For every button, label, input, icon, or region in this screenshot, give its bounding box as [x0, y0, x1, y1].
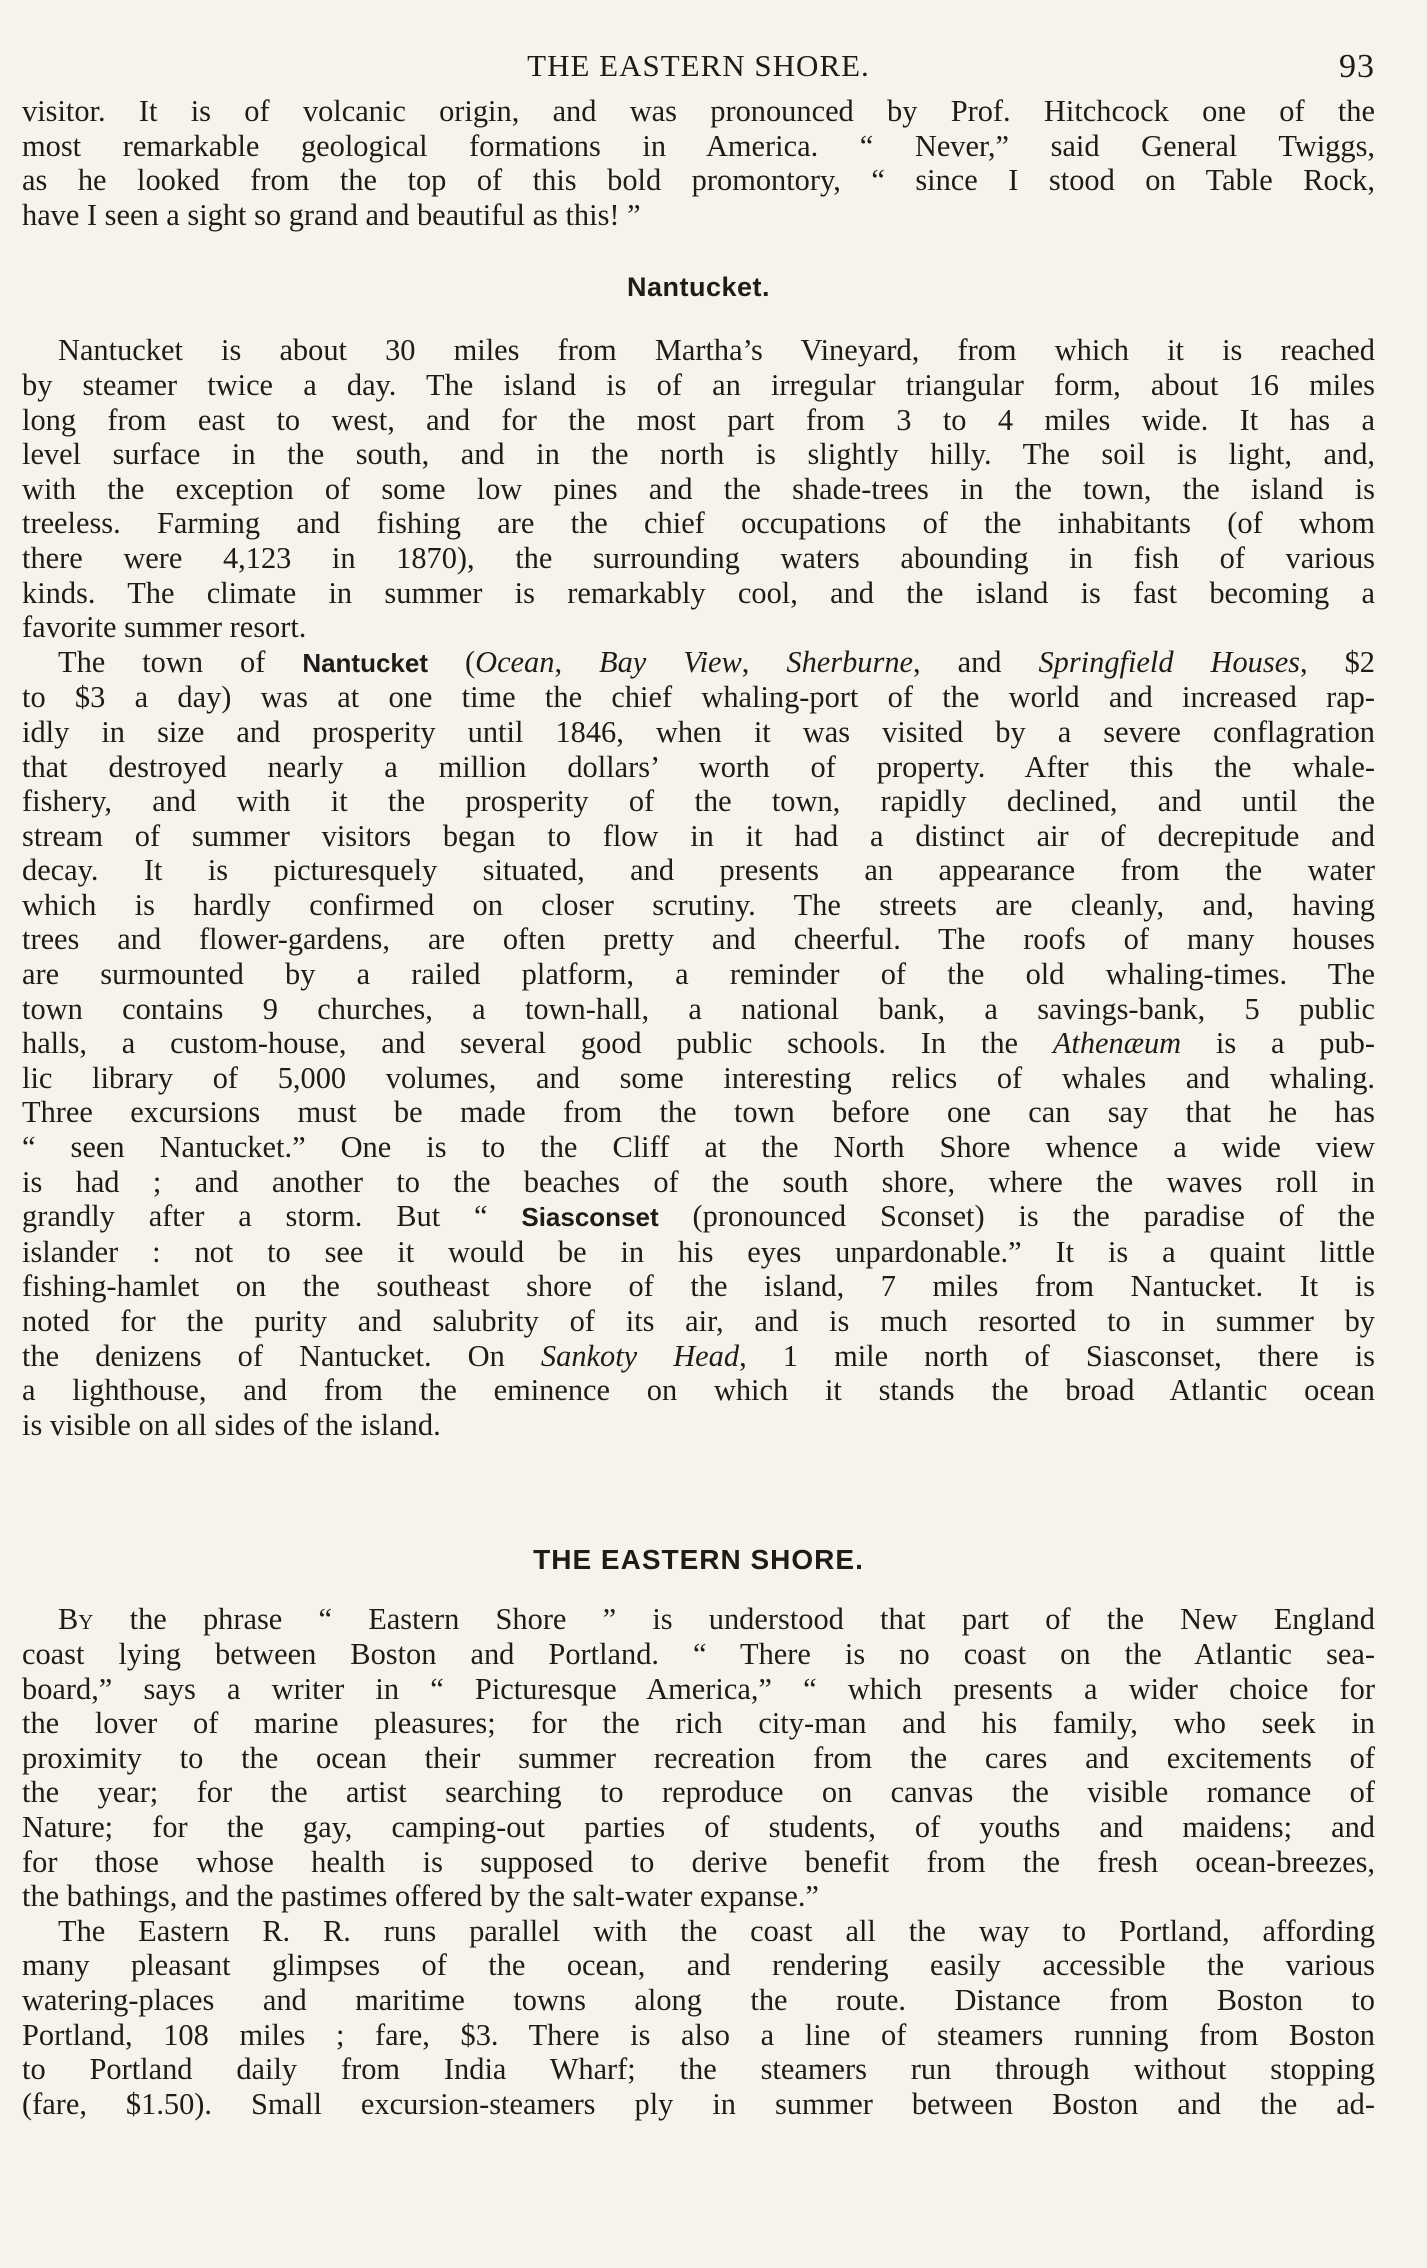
text-run: (pronounced Sconset) is the paradise of the [658, 1199, 1375, 1234]
text-line: fishery, and with it the prosperity of the town, rapidly declined, and until the [22, 784, 1375, 819]
page-number: 93 [1339, 48, 1375, 85]
text-run: grandly after a storm. But “ [22, 1199, 522, 1234]
text-line: board,” says a writer in “ Picturesque America,” “ which presents a wider choice for [22, 1671, 1375, 1706]
text-line: kinds. The climate in summer is remarkably cool, and the island is fast becoming a [22, 575, 1375, 610]
text-line: visitor. It is of volcanic origin, and was pronounced by Prof. Hitchcock one of the [22, 94, 1375, 128]
text-run: , [554, 644, 600, 679]
text-line: idly in size and prosperity until 1846, when it was visited by a severe conflagration [22, 714, 1375, 749]
text-line: “ seen Nantucket.” One is to the Cliff at the North Shore whence a wide view [22, 1130, 1375, 1165]
text-line: coast lying between Boston and Portland. “ There is no coast on the Atlantic sea- [22, 1636, 1375, 1671]
text-line: noted for the purity and salubrity of its air, and is much resorted to in summer by [22, 1304, 1375, 1338]
text-line: to Portland daily from India Wharf; the steamers run through without stopping [22, 2052, 1375, 2087]
text-line: level surface in the south, and in the north is slightly hilly. The soil is light, and, [22, 437, 1375, 472]
text-line: long from east to west, and for the most part from 3 to 4 miles wide. It has a [22, 402, 1375, 437]
text-line: is visible on all sides of the island. [22, 1407, 441, 1442]
text-line: town contains 9 churches, a town-hall, a national bank, a savings-bank, 5 public [22, 991, 1375, 1026]
text-line: stream of summer visitors began to flow in it had a distinct air of decrepitude and [22, 818, 1375, 853]
text-line: The Eastern R. R. runs parallel with the coast all the way to Portland, affording [58, 1913, 1375, 1948]
text-line: (fare, $1.50). Small excursion-steamers ply in summer between Boston and the ad- [22, 2086, 1375, 2121]
text-line: for those whose health is supposed to derive benefit from the fresh ocean-breezes, [22, 1844, 1375, 1879]
eastern-shore-paragraph-1 [22, 1602, 1375, 1913]
text-line [22, 1602, 1375, 1637]
text-line: most remarkable geological formations in America. “ Never,” said General Twiggs, [22, 128, 1375, 163]
nantucket-paragraph-2 [22, 645, 1375, 1443]
text-line: which is hardly confirmed on closer scrutiny. The streets are cleanly, and, having [22, 887, 1375, 922]
section-heading-nantucket: Nantucket. [626, 272, 771, 303]
text-line: many pleasant glimpses of the ocean, and rendering easily accessible the various [22, 1948, 1375, 1983]
text-line: decay. It is picturesquely situated, and presents an appearance from the water [22, 853, 1375, 888]
text-line: there were 4,123 in 1870), the surrounding waters abounding in fish of various [22, 540, 1375, 575]
text-line: proximity to the ocean their summer recreation from the cares and excitements of [22, 1740, 1375, 1775]
text-run: is a pub- [1181, 1026, 1375, 1061]
text-line: the lover of marine pleasures; for the rich city-man and his family, who seek in [22, 1706, 1375, 1741]
text-run: ( [428, 644, 476, 679]
running-title: THE EASTERN SHORE. [527, 48, 870, 83]
intro-paragraph [22, 94, 1375, 232]
text-run: The town of [58, 644, 303, 679]
place-name-italic: Sankoty Head [540, 1338, 740, 1373]
running-head [22, 44, 1375, 94]
text-line: the bathings, and the pastimes offered by the salt-water expanse.” [22, 1879, 819, 1914]
athenaeum-name: Athenæum [1052, 1026, 1182, 1061]
text-run: , $2 [1300, 644, 1375, 679]
place-name-bold: Nantucket [302, 647, 429, 678]
text-line: watering-places and maritime towns along the route. Distance from Boston to [22, 1982, 1375, 2017]
text-run: , [741, 644, 787, 679]
text-line: the year; for the artist searching to reproduce on canvas the visible romance of [22, 1775, 1375, 1810]
text-line: fishing-hamlet on the southeast shore of the island, 7 miles from Nantucket. It is [22, 1269, 1375, 1304]
text-line: to $3 a day) was at one time the chief whaling-port of the world and increased rap- [22, 680, 1375, 715]
text-line [22, 645, 1375, 681]
text-run: halls, a custom-house, and several good public schools. In the [22, 1026, 1053, 1061]
text-line [22, 1339, 1375, 1374]
text-line: Portland, 108 miles ; fare, $3. There is also a line of steamers running from Boston [22, 2017, 1375, 2052]
text-line: by steamer twice a day. The island is of an irregular triangular form, about 16 miles [22, 367, 1375, 402]
text-line: treeless. Farming and fishing are the chief occupations of the inhabitants (of whom [22, 506, 1375, 541]
text-line: have I seen a sight so grand and beautiful as this! ” [22, 197, 641, 232]
text-line: Nantucket is about 30 miles from Martha’s Vineyard, from which it is reached [58, 333, 1375, 368]
text-line: Nature; for the gay, camping-out parties of students, of youths and maidens; and [22, 1809, 1375, 1844]
text-line: trees and flower-gardens, are often pretty and cheerful. The roofs of many houses [22, 922, 1375, 957]
text-run: , and [913, 644, 1039, 679]
text-line: is had ; and another to the beaches of the south shore, where the waves roll in [22, 1164, 1375, 1199]
place-name-bold: Siasconset [521, 1202, 659, 1233]
hotel-name: Bay View [599, 644, 742, 679]
section-heading-eastern-shore: THE EASTERN SHORE. [533, 1544, 864, 1576]
eastern-shore-paragraph-2 [22, 1914, 1375, 2122]
text-line: that destroyed nearly a million dollars’ worth of property. After this the whale- [22, 749, 1375, 784]
text-run: , 1 mile north of Siasconset, there is [739, 1338, 1375, 1373]
hotel-name: Springfield Houses [1038, 644, 1301, 679]
text-line: with the exception of some low pines and the shade-trees in the town, the island is [22, 471, 1375, 506]
text-line: Three excursions must be made from the town before one can say that he has [22, 1095, 1375, 1130]
text-line [22, 1026, 1375, 1061]
text-line: a lighthouse, and from the eminence on which it stands the broad Atlantic ocean [22, 1373, 1375, 1408]
text-line: islander : not to see it would be in his eyes unpardonable.” It is a quaint little [22, 1234, 1375, 1269]
text-line: favorite summer resort. [22, 610, 307, 645]
smallcaps-lead: By [58, 1602, 94, 1637]
text-line: as he looked from the top of this bold promontory, “ since I stood on Table Rock, [22, 163, 1375, 198]
text-run: the denizens of Nantucket. On [22, 1338, 541, 1373]
text-line [22, 1199, 1375, 1235]
nantucket-paragraph-1 [22, 333, 1375, 644]
text-line: are surmounted by a railed platform, a reminder of the old whaling-times. The [22, 957, 1375, 992]
hotel-name: Ocean [475, 644, 555, 679]
text-run: the phrase “ Eastern Shore ” is understood that part of the New England [93, 1602, 1375, 1637]
hotel-name: Sherburne [786, 644, 913, 679]
text-line: lic library of 5,000 volumes, and some interesting relics of whales and whaling. [22, 1060, 1375, 1095]
